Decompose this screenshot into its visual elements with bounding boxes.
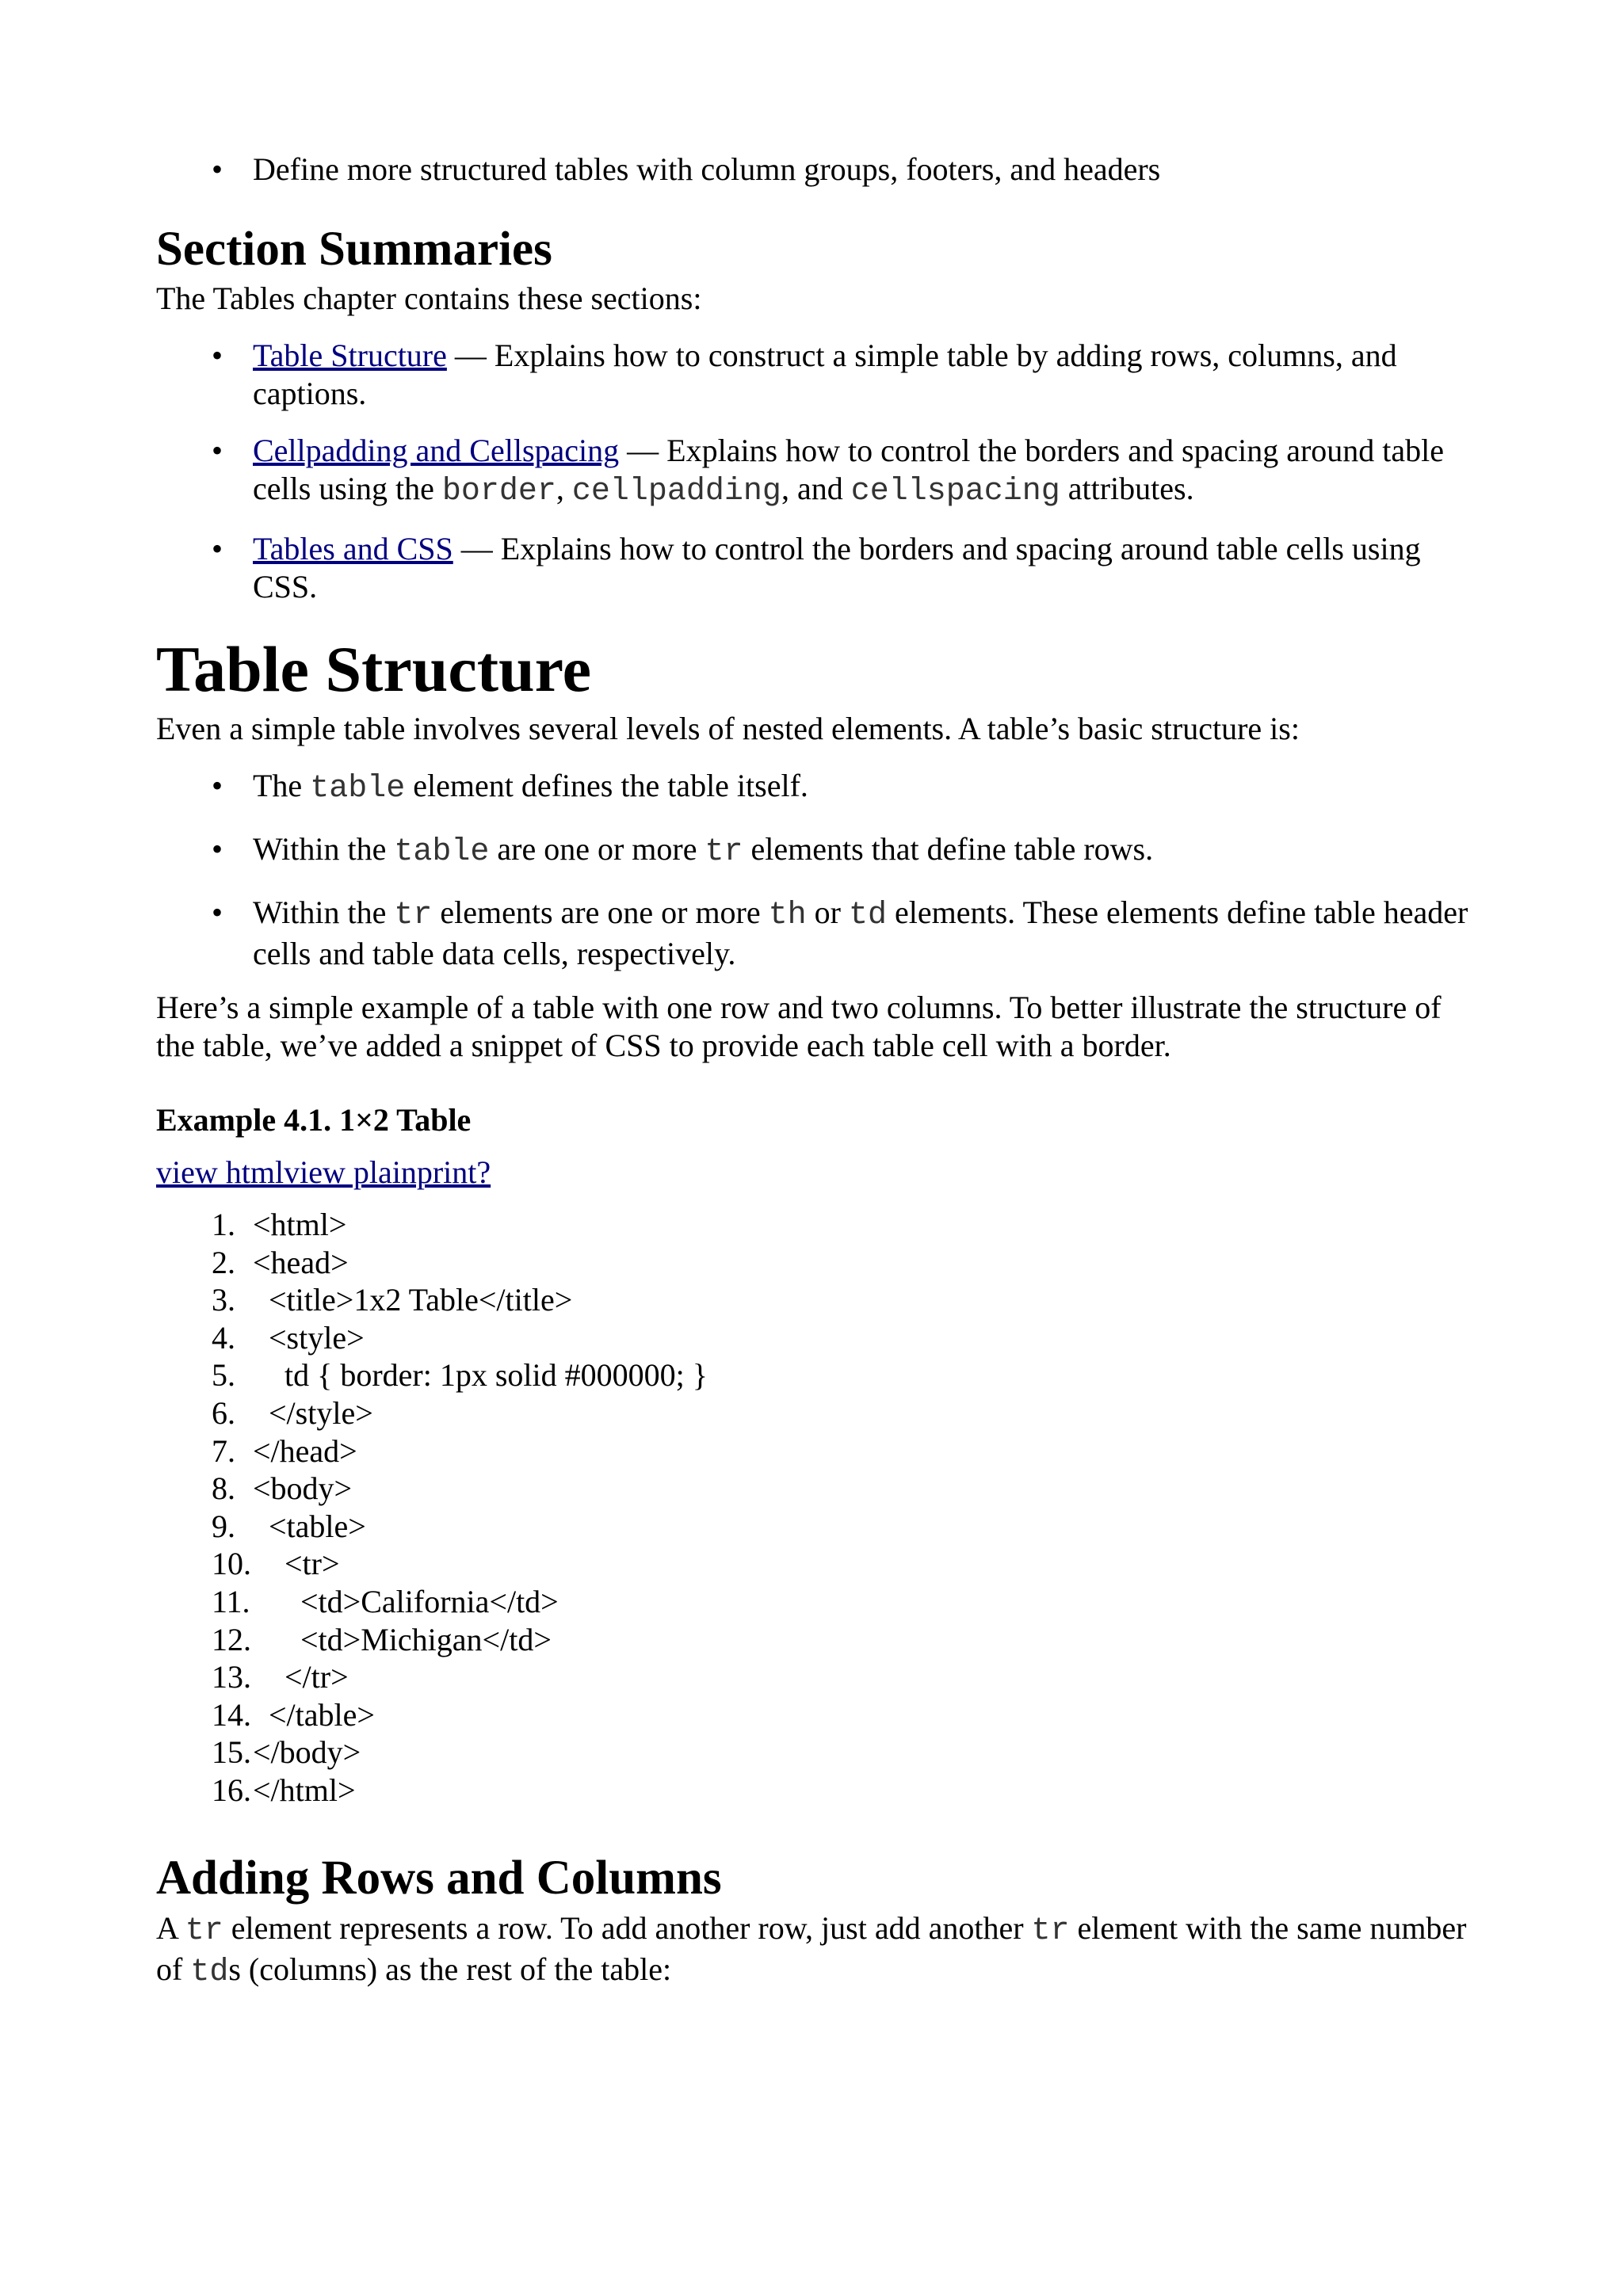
list-item: • Within the table are one or more tr elements that define table rows. [212, 831, 1154, 870]
list-item: • Within the tr elements are one or more th or td elements. These elements define table header cells and table data cells, respectively. [212, 894, 1468, 971]
list-item: • Tables and CSS — Explains how to control the borders and spacing around table cells using CSS. [212, 531, 1421, 605]
adding-rows-paragraph: A tr element represents a row. To add another row, just add another tr element with the same number of tds (columns) as the rest of the table: [156, 1909, 1467, 1990]
code-line-text: <td>California</td> [253, 1583, 559, 1619]
code-line-number: 10. [212, 1546, 251, 1582]
code-line-text: <tr> [253, 1546, 340, 1582]
code-line [156, 1244, 1487, 1282]
code-line-text: </table> [253, 1696, 375, 1733]
code-line-number: 6. [212, 1394, 235, 1431]
code-line-number: 7. [212, 1432, 235, 1469]
example-toolbar-link[interactable]: view htmlview plainprint? [156, 1154, 491, 1190]
bullet-icon: • [212, 433, 223, 468]
code-line [156, 1696, 1487, 1734]
code-line-text: <head> [253, 1244, 349, 1280]
example-toolbar [156, 1154, 1487, 1192]
code-inline: tr [394, 898, 433, 933]
list-item: • Table Structure — Explains how to construct a simple table by adding rows, columns, and captions. [212, 338, 1397, 411]
code-inline: cellspacing [850, 474, 1060, 509]
code-line [156, 1394, 1487, 1432]
code-inline: tr [185, 1913, 223, 1949]
code-line-number: 4. [212, 1319, 235, 1356]
list-item: • The table element defines the table itself. [212, 768, 808, 807]
code-line-text: <html> [253, 1207, 347, 1242]
link-tables-and-css[interactable]: Tables and CSS [253, 531, 453, 566]
code-line-text: </tr> [253, 1659, 349, 1695]
code-inline: td [190, 1954, 229, 1990]
intro-bullet-list [156, 151, 1487, 189]
list-item: • Define more structured tables with column groups, footers, and headers [212, 151, 1161, 187]
code-line-text: <body> [253, 1470, 353, 1507]
code-line [156, 1733, 1487, 1772]
code-line [156, 1432, 1487, 1470]
bullet-icon: • [212, 338, 223, 373]
code-line-text: </style> [253, 1394, 373, 1431]
code-line-number: 8. [212, 1470, 235, 1507]
bullet-icon: • [212, 151, 223, 187]
list-item: • Cellpadding and Cellspacing — Explains how to control the borders and spacing around table cells using the border, cellpadding, and cellspacing attributes. [212, 433, 1444, 509]
example-title: Example 4.1. 1×2 Table [156, 1102, 472, 1138]
code-line-text: <td>Michigan</td> [253, 1621, 552, 1657]
code-line-number: 1. [212, 1207, 235, 1242]
code-line-number: 2. [212, 1244, 235, 1280]
code-line [156, 1658, 1487, 1696]
code-line-number: 11. [212, 1583, 250, 1619]
table-structure-intro: Even a simple table involves several levels of nested elements. A table’s basic structure is: [156, 711, 1300, 746]
code-line-number: 15. [212, 1734, 251, 1771]
code-line-number: 12. [212, 1621, 251, 1657]
code-line-number: 13. [212, 1659, 251, 1695]
code-line-text: <style> [253, 1319, 365, 1356]
code-line [156, 1470, 1487, 1508]
code-line [156, 1206, 1487, 1244]
code-listing [156, 1206, 1487, 1810]
code-line-text: <table> [253, 1508, 366, 1544]
code-line [156, 1583, 1487, 1621]
code-line [156, 1545, 1487, 1583]
code-line [156, 1356, 1487, 1394]
section-summaries-list [156, 337, 1487, 606]
code-line-number: 14. [212, 1696, 251, 1733]
bullet-icon: • [212, 831, 223, 867]
code-line [156, 1281, 1487, 1319]
link-table-structure[interactable]: Table Structure [253, 338, 447, 373]
bullet-icon: • [212, 768, 223, 803]
bullet-icon: • [212, 531, 223, 566]
table-structure-paragraph: Here’s a simple example of a table with one row and two columns. To better illustrate the structure of the table, we’ve added a snippet of CSS to provide each table cell with a border. [156, 990, 1442, 1063]
code-inline: tr [705, 834, 743, 870]
link-cellpadding-cellspacing[interactable]: Cellpadding and Cellspacing [253, 433, 620, 468]
code-inline: tr [1031, 1913, 1070, 1949]
code-line-text: </body> [253, 1734, 361, 1771]
code-line-text: td { border: 1px solid #000000; } [253, 1357, 708, 1394]
code-inline: table [394, 834, 490, 870]
code-inline: cellpadding [571, 474, 781, 509]
code-line-number: 3. [212, 1282, 235, 1318]
code-line-text: </head> [253, 1432, 357, 1469]
bullet-icon: • [212, 894, 223, 930]
code-line-text: </html> [253, 1772, 356, 1808]
code-line [156, 1508, 1487, 1546]
code-line-number: 5. [212, 1357, 235, 1394]
code-line-text: <title>1x2 Table</title> [253, 1282, 573, 1318]
code-line [156, 1319, 1487, 1357]
section-summaries-intro: The Tables chapter contains these sections: [156, 280, 702, 316]
code-line [156, 1621, 1487, 1659]
document-page [156, 151, 1487, 1992]
adding-rows-heading: Adding Rows and Columns [156, 1851, 722, 1905]
code-inline: td [848, 898, 887, 933]
table-structure-heading: Table Structure [156, 633, 591, 705]
code-inline: border [441, 474, 556, 509]
section-summaries-heading: Section Summaries [156, 223, 552, 276]
code-inline: th [768, 898, 807, 933]
table-structure-list [156, 767, 1487, 973]
code-line-number: 9. [212, 1508, 235, 1544]
code-line [156, 1772, 1487, 1810]
code-line-number: 16. [212, 1772, 251, 1808]
code-inline: table [310, 771, 406, 807]
